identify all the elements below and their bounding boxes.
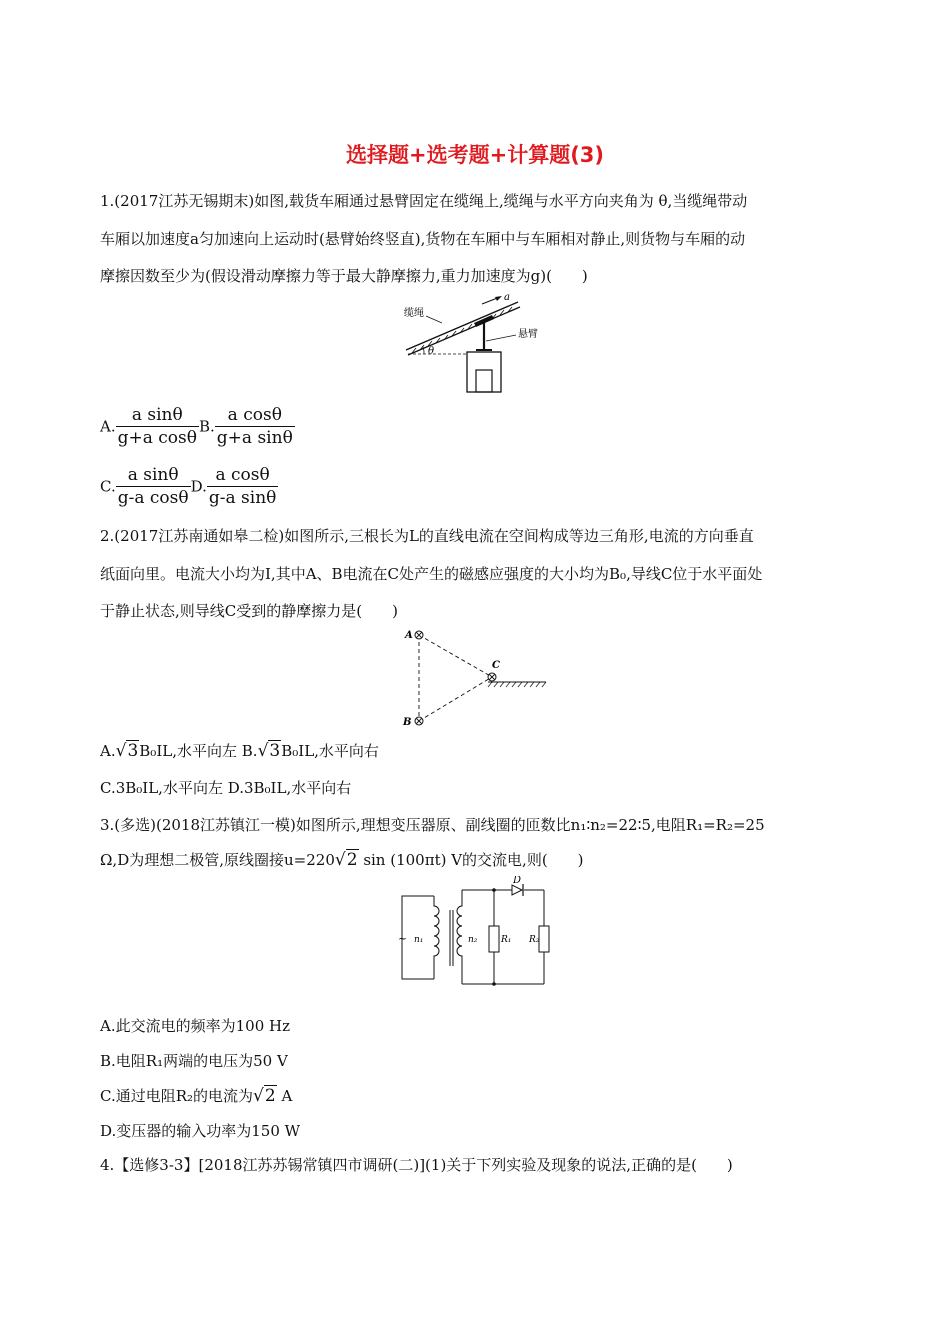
- q3-voltage-radicand: 2: [346, 850, 358, 870]
- q1-line-3: 摩擦因数至少为(假设滑动摩擦力等于最大静摩擦力,重力加速度为g)( ): [100, 267, 588, 285]
- q2-option-b-sqrt: √3: [257, 741, 281, 761]
- n2-label: n₂: [468, 935, 478, 945]
- q1-line-1: 1.(2017江苏无锡期末)如图,载货车厢通过悬臂固定在缆绳上,缆绳与水平方向夹角为 θ,当缆绳带动: [100, 192, 748, 210]
- q1-d-num: a cosθ: [207, 464, 279, 487]
- q3-line-2-pre: Ω,D为理想二极管,原线圈接u=220: [100, 851, 335, 869]
- q1-c-num: a sinθ: [116, 464, 191, 487]
- cargo-box: [476, 370, 492, 392]
- q2-option-b-label: B.: [241, 742, 258, 760]
- q1-option-a-fraction: [116, 404, 199, 449]
- q3-line-2: [100, 850, 852, 870]
- q1-options-row-1: [100, 404, 295, 449]
- angle-theta-label: θ: [428, 346, 435, 357]
- q1-a-den: g+a cosθ: [117, 428, 197, 448]
- label-a: A: [405, 630, 413, 641]
- q1-option-a-label: A.: [100, 417, 116, 436]
- q1-option-b-label: B.: [199, 417, 215, 436]
- q1-d-den: g-a sinθ: [208, 488, 277, 508]
- q1-b-num: a cosθ: [215, 404, 295, 427]
- q1-option-b-fraction: [215, 404, 295, 449]
- q4-line-1: 4.【选修3-3】[2018江苏苏锡常镇四市调研(二)](1)关于下列实验及现象的说法,正确的是( ): [100, 1156, 733, 1174]
- carriage-box: [467, 352, 501, 392]
- q3-option-c-post: A: [276, 1087, 293, 1105]
- q2-line-2: 纸面向里。电流大小均为I,其中A、B电流在C处产生的磁感应强度的大小均为B₀,导线C位于水平面处: [100, 565, 763, 583]
- q3-option-c-pre: C.通过电阻R₂的电流为: [100, 1087, 254, 1105]
- q3-option-a: A.此交流电的频率为100 Hz: [100, 1017, 290, 1035]
- q3-voltage-sqrt: √2: [334, 850, 358, 870]
- cable-label: 缆绳: [404, 308, 424, 319]
- q1-c-den: g-a cosθ: [117, 488, 189, 508]
- q1-a-num: a sinθ: [116, 404, 199, 427]
- q3-option-c: [100, 1086, 852, 1106]
- ac-source-label: ~: [398, 932, 408, 945]
- q1-options-row-2: [100, 464, 278, 509]
- q2-options-ab: [100, 741, 852, 761]
- q1-option-d-fraction: [207, 464, 279, 509]
- label-c: C: [492, 660, 500, 671]
- q1-b-den: g+a sinθ: [216, 428, 293, 448]
- q3-option-b: B.电阻R₁两端的电压为50 V: [100, 1052, 288, 1070]
- r1-label: R₁: [501, 935, 512, 945]
- q2-b-radicand: 3: [269, 741, 281, 761]
- q2-option-a-sqrt: √3: [115, 741, 139, 761]
- q1-option-c-label: C.: [100, 477, 116, 496]
- q2-a-radicand: 3: [127, 741, 139, 761]
- q2-option-a-text: B₀IL,水平向左: [139, 742, 237, 760]
- q3-option-c-sqrt: √2: [253, 1086, 276, 1106]
- q2-options-cd: C.3B₀IL,水平向左 D.3B₀IL,水平向右: [100, 779, 352, 797]
- q2-option-a-label: A.: [100, 742, 116, 760]
- q3-line-2-post: sin (100πt) V的交流电,则( ): [358, 851, 584, 869]
- q2-line-1: 2.(2017江苏南通如皋二检)如图所示,三根长为L的直线电流在空间构成等边三角形,电流的方向垂直: [100, 527, 754, 545]
- q2-line-3: 于静止状态,则导线C受到的静摩擦力是( ): [100, 602, 398, 620]
- arm-label: 悬臂: [518, 329, 538, 340]
- q2-figure: [398, 624, 553, 732]
- q1-option-d-label: D.: [190, 477, 207, 496]
- accel-label: a: [504, 292, 510, 303]
- diode-label: D: [513, 876, 522, 886]
- q1-figure: [400, 292, 550, 400]
- n1-label: n₁: [414, 935, 424, 945]
- q1-line-2: 车厢以加速度a匀加速向上运动时(悬臂始终竖直),货物在车厢中与车厢相对静止,则货物与车厢的动: [100, 230, 746, 248]
- q2-option-b-text: B₀IL,水平向右: [281, 742, 379, 760]
- q3-circuit-figure: [398, 876, 558, 986]
- page-title: 选择题+选考题+计算题(3): [346, 143, 604, 167]
- label-b: B: [403, 717, 412, 728]
- q3-option-d: D.变压器的输入功率为150 W: [100, 1122, 301, 1140]
- r2-label: R₂: [529, 935, 540, 945]
- diode-symbol: [512, 885, 522, 895]
- q1-option-c-fraction: [116, 464, 191, 509]
- q3-option-c-radicand: 2: [264, 1086, 276, 1106]
- q3-line-1: 3.(多选)(2018江苏镇江一模)如图所示,理想变压器原、副线圈的匝数比n₁∶n₂=22∶5,电阻R₁=R₂=25: [100, 816, 765, 834]
